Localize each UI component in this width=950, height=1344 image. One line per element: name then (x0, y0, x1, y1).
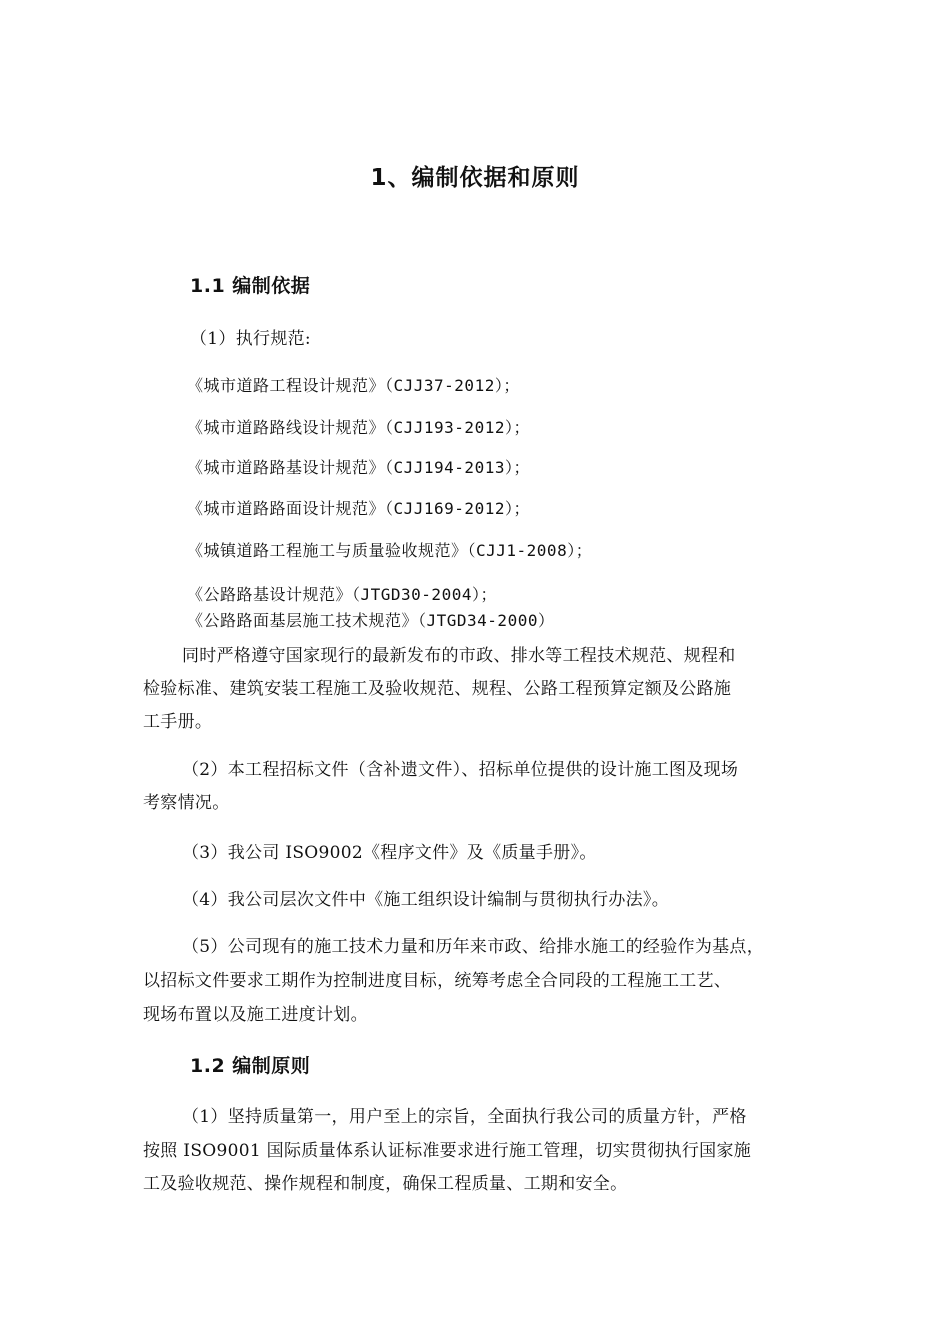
paragraph-line: 检验标准、建筑安装工程施工及验收规范、规程、公路工程预算定额及公路施 (143, 679, 732, 699)
standard-item: 《公路路基设计规范》（JTGD30-2004）； (187, 585, 497, 604)
standard-item: 《城市道路路面设计规范》（CJJ169-2012）； (187, 499, 530, 518)
item-5-line: 以招标文件要求工期作为控制进度目标，统筹考虑全合同段的工程施工工艺、 (143, 971, 732, 991)
item-2-line: 考察情况。 (143, 793, 230, 813)
item-4: （4）我公司层次文件中《施工组织设计编制与贯彻执行办法》。 (182, 890, 670, 910)
paragraph-line: 同时严格遵守国家现行的最新发布的市政、排水等工程技术规范、规程和 (182, 646, 736, 666)
standard-item: 《城市道路路线设计规范》（CJJ193-2012）； (187, 418, 530, 437)
item-5-line: （5）公司现有的施工技术力量和历年来市政、给排水施工的经验作为基点， (182, 937, 765, 957)
standard-item: 《城市道路工程设计规范》（CJJ37-2012）； (187, 376, 520, 395)
standard-item: 《公路路面基层施工技术规范》（JTGD34-2000） (187, 611, 555, 630)
item-1-label: （1）执行规范: (190, 329, 311, 349)
item-3: （3）我公司 ISO9002《程序文件》及《质量手册》。 (182, 843, 597, 863)
principle-1-line: 工及验收规范、操作规程和制度，确保工程质量、工期和安全。 (143, 1174, 628, 1194)
standard-item: 《城镇道路工程施工与质量验收规范》（CJJ1-2008）； (187, 541, 593, 560)
item-2-line: （2）本工程招标文件（含补遗文件）、招标单位提供的设计施工图及现场 (182, 760, 739, 780)
standard-item: 《城市道路路基设计规范》（CJJ194-2013）； (187, 458, 530, 477)
chapter-title: 1、编制依据和原则 (370, 165, 580, 191)
principle-1-line: 按照 ISO9001 国际质量体系认证标准要求进行施工管理，切实贯彻执行国家施 (143, 1141, 752, 1161)
paragraph-line: 工手册。 (143, 712, 213, 732)
section-heading-basis: 1.1 编制依据 (190, 275, 311, 297)
item-5-line: 现场布置以及施工进度计划。 (143, 1005, 368, 1025)
principle-1-line: （1）坚持质量第一，用户至上的宗旨，全面执行我公司的质量方针，严格 (182, 1107, 747, 1127)
section-heading-principles: 1.2 编制原则 (190, 1055, 311, 1077)
